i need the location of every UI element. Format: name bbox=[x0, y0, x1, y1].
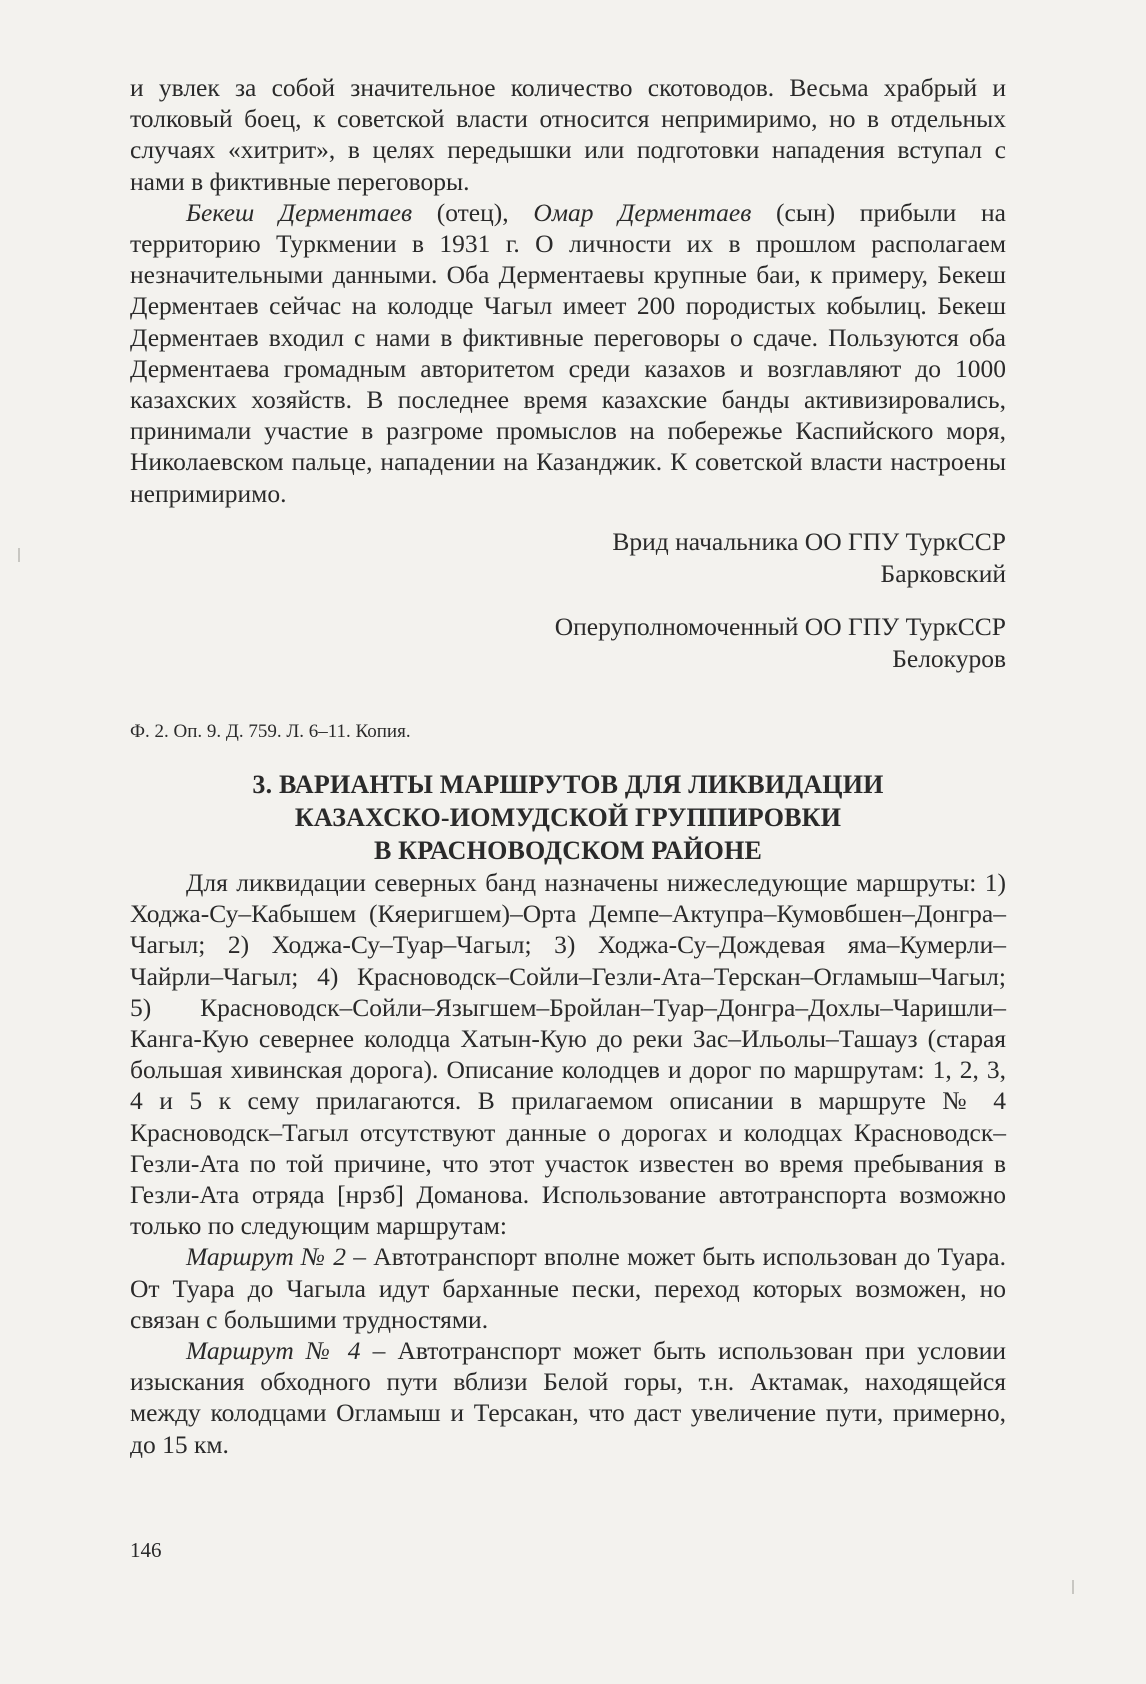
bekesh-name: Бекеш Дерментаев bbox=[186, 197, 413, 227]
heading-line-3: В КРАСНОВОДСКОМ РАЙОНЕ bbox=[373, 836, 763, 865]
source-reference: Ф. 2. Оп. 9. Д. 759. Л. 6–11. Копия. bbox=[130, 721, 411, 742]
dermentaev-text: (сын) прибыли на территорию Туркмении в 1931 г. О личности их в прошлом располагаем незначительными данными. Оба Дерментаевы крупные баи, к примеру, Бекеш Дерментаев сейчас на колодце Чагыл имеет 200 породистых кобылиц. Бекеш Дерментаев входил с нами в фиктивные переговоры о сдаче. Пользуются оба Дерментаева громадным авторитетом среди казахов и возглавляют до 1000 казахских хозяйств. В последнее время казахские банды активизировались, принимали участие в разгроме промыслов на побережье Каспийского моря, Николаевском пальце, нападении на Казанджик. К советской власти настроены непримиримо. bbox=[130, 197, 1006, 508]
scan-artifact-mark bbox=[18, 548, 20, 562]
routes-intro-paragraph: Для ликвидации северных банд назначены нижеследующие маршруты: 1) Ходжа-Су–Кабышем (Кяеригшем)–Орта Демпе–Актупра–Кумовбшен–Донгра–Чагыл; 2) Ходжа-Су–Туар–Чагыл; 3) Ходжа-Су–Дождевая яма–Кумерли–Чайрли–Чагыл; 4) Красноводск–Сойли–Гезли-Ата–Терскан–Огламыш–Чагыл; 5) Красноводск–Сойли–Языгшем–Бройлан–Туар–Донгра–Дохлы–Чаришли–Канга-Кую севернее колодца Хатын-Кую до реки Зас–Ильолы–Ташауз (старая большая хивинская дорога). Описание колодцев и дорог по маршрутам: 1, 2, 3, 4 и 5 к сему прилагаются. В прилагаемом описании в маршруте № 4 Красноводск–Тагыл отсутствуют данные о дорогах и колодцах Красноводск–Гезли-Ата по той причине, что этот участок известен во время пребывания в Гезли-Ата отряда [нрзб] Доманова. Использование автотранспорта возможно только по следующим маршрутам: bbox=[130, 868, 1006, 1241]
section-body bbox=[130, 867, 1006, 1460]
heading-line-1: 3. ВАРИАНТЫ МАРШРУТОВ ДЛЯ ЛИКВИДАЦИИ bbox=[252, 770, 884, 799]
dermentaev-paragraph bbox=[130, 197, 1006, 509]
route-2-text: – Автотранспорт вполне может быть использован до Туара. От Туара до Чагыла идут барханные пески, переход которых возможен, но связан с большими трудностями. bbox=[130, 1242, 1007, 1334]
route-2-paragraph bbox=[130, 1241, 1006, 1335]
heading-line-2: КАЗАХСКО-ИОМУДСКОЙ ГРУППИРОВКИ bbox=[294, 803, 842, 832]
continuation-paragraph: и увлек за собой значительное количество скотоводов. Весьма храбрый и толковый боец, к советской власти относится непримиримо, но в отдельных случаях «хитрит», в целях передышки или подготовки нападения вступал с нами в фиктивные переговоры. bbox=[130, 73, 1006, 196]
route-4-paragraph bbox=[130, 1335, 1006, 1460]
signature-1 bbox=[612, 526, 1006, 590]
route-2-label: Маршрут № 2 bbox=[186, 1242, 347, 1272]
bekesh-role: (отец), bbox=[412, 197, 534, 227]
signature-2 bbox=[555, 611, 1006, 675]
top-text-block bbox=[130, 72, 1006, 509]
route-4-text: – Автотранспорт может быть использован при условии изыскания обходного пути вблизи Белой горы, т.н. Актамак, находящейся между колодцами Огламыш и Терсакан, что даст увеличение пути, примерно, до 15 км. bbox=[130, 1336, 1006, 1459]
signature-2-position: Оперуполномоченный ОО ГПУ ТуркССР bbox=[554, 612, 1006, 641]
omar-name: Омар Дерментаев bbox=[533, 197, 752, 227]
signature-1-name: Барковский bbox=[880, 559, 1006, 588]
section-heading bbox=[130, 768, 1006, 867]
signature-2-name: Белокуров bbox=[892, 644, 1006, 673]
signature-1-position: Врид начальника ОО ГПУ ТуркССР bbox=[612, 527, 1006, 556]
scan-artifact-mark bbox=[1072, 1580, 1074, 1594]
route-4-label: Маршрут № 4 bbox=[186, 1336, 361, 1366]
page-number: 146 bbox=[130, 1538, 162, 1562]
